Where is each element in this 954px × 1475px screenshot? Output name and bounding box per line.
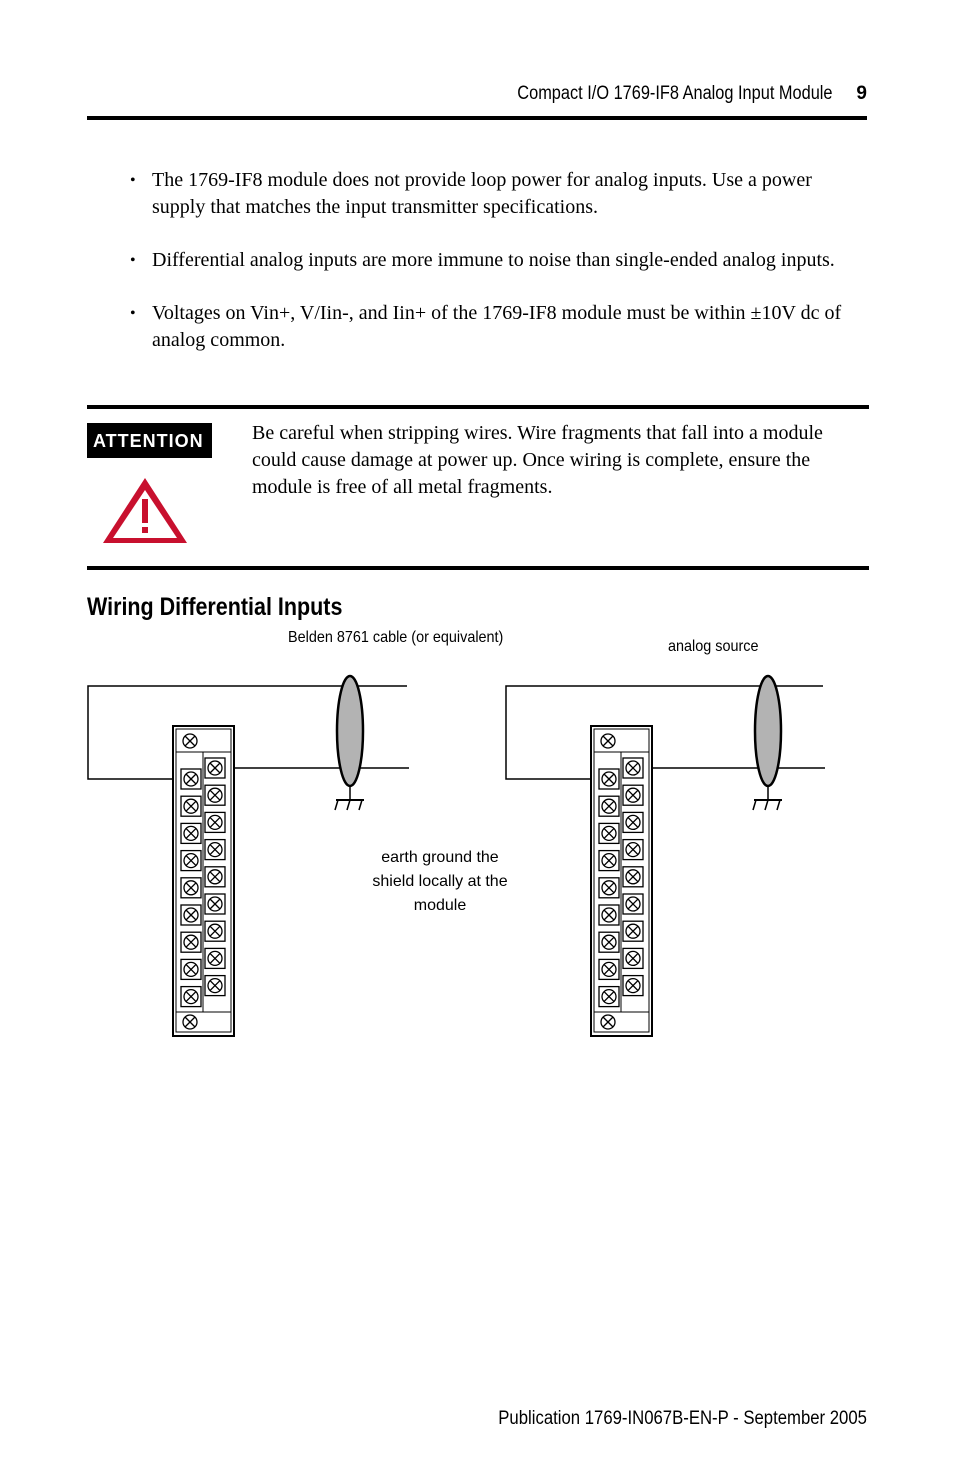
cable-shield bbox=[755, 676, 781, 786]
cable-label: Belden 8761 cable (or equivalent) bbox=[288, 629, 504, 646]
analog-source-label: analog source bbox=[668, 638, 759, 655]
header-title: Compact I/O 1769-IF8 Analog Input Module bbox=[516, 83, 832, 104]
section-heading: Wiring Differential Inputs bbox=[87, 593, 343, 621]
footer-publication: Publication 1769-IN067B-EN-P - September 2005 bbox=[498, 1408, 867, 1429]
page-number: 9 bbox=[856, 83, 867, 104]
bullet-item: • Differential analog inputs are more immune to noise than single-ended analog inputs. bbox=[128, 247, 868, 274]
bullet-item: • The 1769-IF8 module does not provide loop power for analog inputs. Use a power supply that matches the input transmitter specifications. bbox=[128, 167, 868, 221]
earth-ground-label: earth ground the shield locally at the module bbox=[372, 849, 508, 914]
cable-shield bbox=[337, 676, 363, 786]
bullet-item: • Voltages on Vin+, V/Iin-, and Iin+ of the 1769-IF8 module must be within ±10V dc of analog common. bbox=[128, 300, 868, 354]
attention-text: Be careful when stripping wires. Wire fragments that fall into a module could cause damage at power up. Once wiring is complete, ensure the module is free of all metal fragments. bbox=[252, 422, 823, 498]
attention-label: ATTENTION bbox=[87, 423, 212, 458]
